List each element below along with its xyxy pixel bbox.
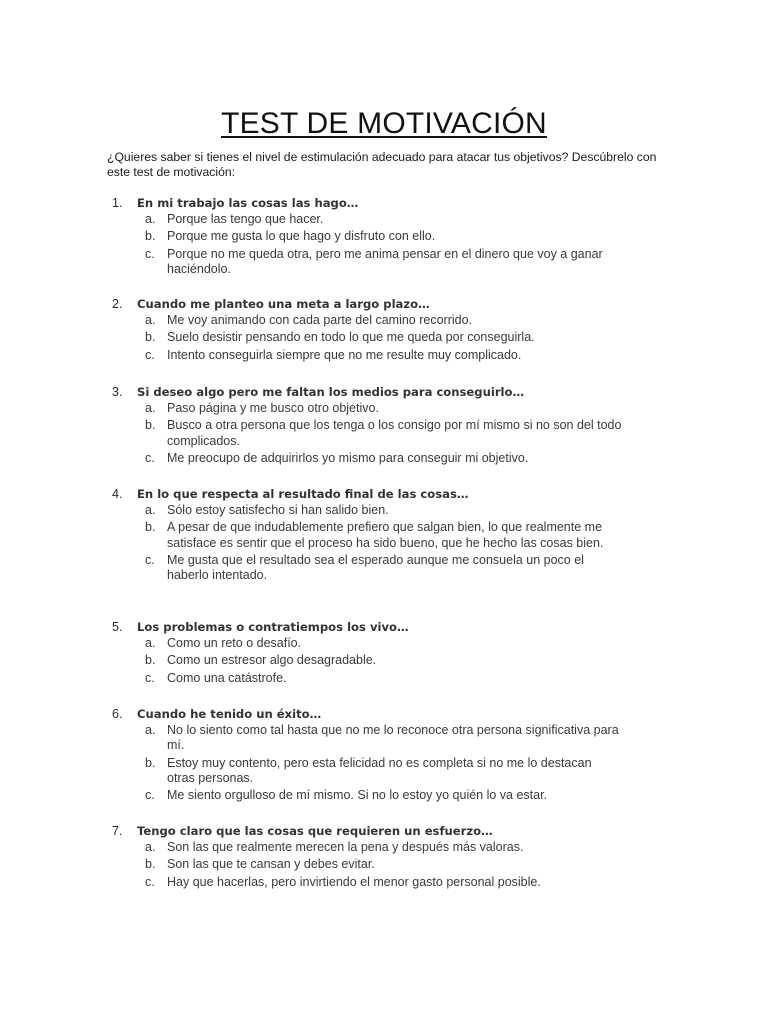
answer-option <box>0 671 768 688</box>
option-letter: a. <box>145 636 156 650</box>
answer-option <box>0 503 768 520</box>
question-number: 5. <box>112 620 123 634</box>
option-letter: b. <box>145 520 156 535</box>
question-header <box>0 706 768 723</box>
option-text: Como un reto o desafío. <box>167 636 302 650</box>
option-letter: b. <box>145 653 156 668</box>
question-text: En mi trabajo las cosas las hago… <box>137 196 359 210</box>
answer-option <box>0 653 768 670</box>
answer-option <box>0 857 768 874</box>
answer-option <box>0 636 768 653</box>
option-text: Como una catástrofe. <box>167 670 287 685</box>
question-number: 3. <box>112 385 123 399</box>
option-letter: a. <box>145 503 156 517</box>
option-letter: a. <box>145 212 156 226</box>
option-letter: c. <box>145 450 155 465</box>
question-number: 6. <box>112 707 123 721</box>
option-text: Me siento orgulloso de mí mismo. Si no lo estoy yo quién lo va estar. <box>167 788 548 803</box>
option-letter: a. <box>145 723 156 737</box>
question-item <box>0 195 768 279</box>
question-item <box>0 296 768 365</box>
option-letter: c. <box>145 347 155 362</box>
question-text: Los problemas o contratiempos los vivo… <box>137 620 409 634</box>
option-letter: c. <box>145 874 155 889</box>
question-number: 2. <box>112 297 123 311</box>
question-header <box>0 619 768 636</box>
option-letter: c. <box>145 670 155 685</box>
option-letter: b. <box>145 330 156 345</box>
answer-option <box>0 418 768 451</box>
option-letter: c. <box>145 246 155 261</box>
option-text: Me preocupo de adquirirlos yo mismo para conseguir mi objetivo. <box>167 450 529 465</box>
option-text: Me gusta que el resultado sea el esperado aunque me consuela un poco el haberlo intentado. <box>167 552 584 583</box>
question-item <box>0 486 768 585</box>
answer-option <box>0 788 768 805</box>
answer-option <box>0 247 768 280</box>
option-letter: b. <box>145 418 156 433</box>
answer-option <box>0 840 768 857</box>
option-text: Sólo estoy satisfecho si han salido bien. <box>167 503 389 517</box>
question-number: 1. <box>112 196 123 210</box>
option-text: Son las que realmente merecen la pena y después más valoras. <box>167 840 524 854</box>
question-number: 4. <box>112 487 123 501</box>
answer-option <box>0 756 768 789</box>
answer-option <box>0 875 768 892</box>
answer-option <box>0 313 768 330</box>
option-text: Porque no me queda otra, pero me anima pensar en el dinero que voy a ganar haciéndolo. <box>167 246 603 276</box>
question-header <box>0 823 768 840</box>
answer-option <box>0 401 768 418</box>
option-text: Estoy muy contento, pero esta felicidad no es completa si no me lo destacan otras personas. <box>167 755 592 785</box>
question-text: En lo que respecta al resultado final de las cosas… <box>137 487 469 501</box>
option-text: Intento conseguirla siempre que no me resulte muy complicado. <box>167 347 522 362</box>
answer-option <box>0 451 768 468</box>
question-header <box>0 195 768 212</box>
answer-option <box>0 723 768 756</box>
option-text: Porque me gusta lo que hago y disfruto con ello. <box>167 229 436 244</box>
question-header <box>0 486 768 503</box>
answer-option <box>0 553 768 586</box>
option-letter: b. <box>145 229 156 244</box>
question-header <box>0 384 768 401</box>
question-header <box>0 296 768 313</box>
option-text: Me voy animando con cada parte del camino recorrido. <box>167 313 473 327</box>
option-letter: b. <box>145 755 156 770</box>
answer-option <box>0 348 768 365</box>
option-text: Busco a otra persona que los tenga o los consigo por mí mismo si no son del todo complicados. <box>167 418 622 448</box>
option-letter: b. <box>145 857 156 872</box>
answer-option <box>0 520 768 553</box>
answer-option <box>0 229 768 246</box>
question-item <box>0 384 768 468</box>
option-text: Porque las tengo que hacer. <box>167 212 324 226</box>
option-text: Como un estresor algo desagradable. <box>167 653 377 668</box>
option-letter: c. <box>145 552 155 567</box>
option-text: A pesar de que indudablemente prefiero que salgan bien, lo que realmente me satisface es sentir que el proceso ha sido bueno, que he hecho las cosas bien. <box>167 520 604 550</box>
question-item <box>0 706 768 805</box>
answer-option <box>0 212 768 229</box>
question-text: Tengo claro que las cosas que requieren un esfuerzo… <box>137 824 493 838</box>
question-item <box>0 823 768 892</box>
page-title: TEST DE MOTIVACIÓN <box>221 107 547 140</box>
option-text: No lo siento como tal hasta que no me lo reconoce otra persona significativa para mí. <box>167 723 619 753</box>
option-text: Hay que hacerlas, pero invirtiendo el menor gasto personal posible. <box>167 874 541 889</box>
option-letter: a. <box>145 401 156 415</box>
option-text: Paso página y me busco otro objetivo. <box>167 401 379 415</box>
question-text: Si deseo algo pero me faltan los medios para conseguirlo… <box>137 385 525 399</box>
option-letter: c. <box>145 788 155 803</box>
option-text: Suelo desistir pensando en todo lo que me queda por conseguirla. <box>167 330 535 345</box>
answer-option <box>0 330 768 347</box>
question-text: Cuando he tenido un éxito… <box>137 707 322 721</box>
option-letter: a. <box>145 840 156 854</box>
intro-paragraph: ¿Quieres saber si tienes el nivel de estimulación adecuado para atacar tus objetivos? Descúbrelo con este test de motivación: <box>107 150 657 179</box>
question-item <box>0 619 768 688</box>
option-text: Son las que te cansan y debes evitar. <box>167 857 375 872</box>
option-letter: a. <box>145 313 156 327</box>
question-text: Cuando me planteo una meta a largo plazo… <box>137 297 430 311</box>
question-number: 7. <box>112 824 123 838</box>
